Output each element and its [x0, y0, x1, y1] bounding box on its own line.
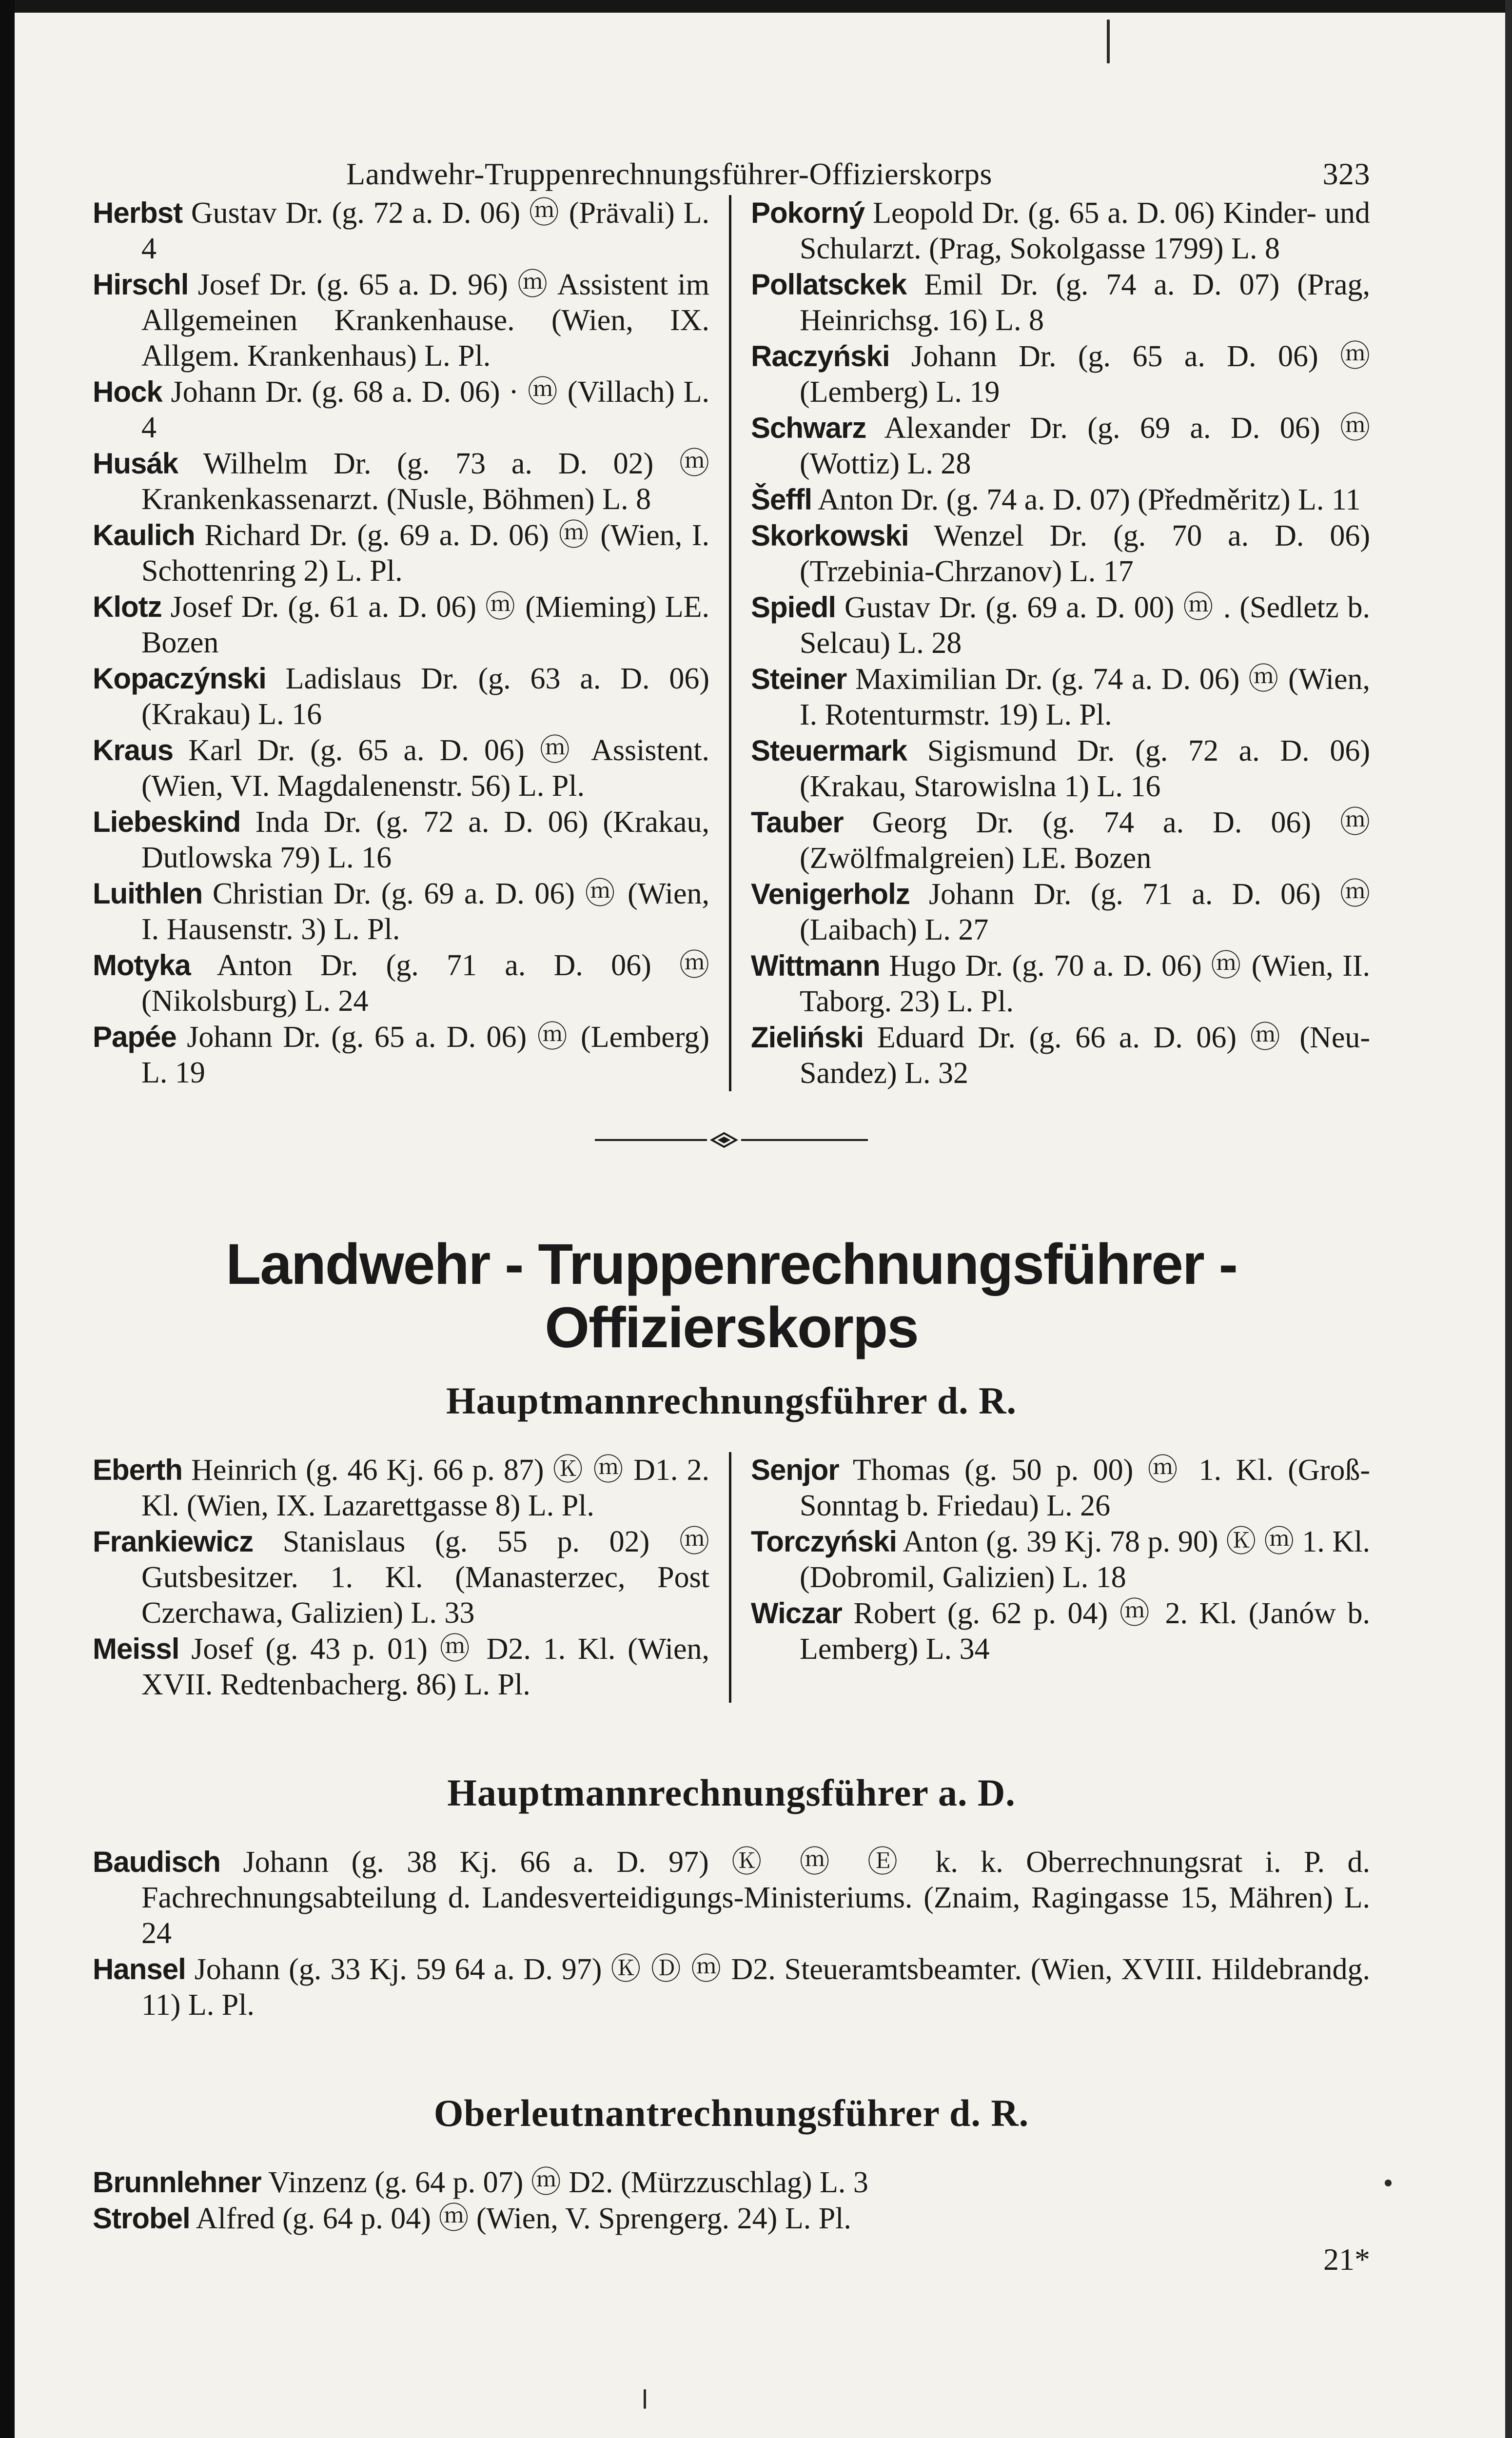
entry-surname: Zieliński	[751, 1021, 864, 1054]
main-title: Landwehr - Truppenrechnungsführer - Offizierskorps	[226, 1232, 1237, 1360]
heading-retired: Hauptmannrechnungsführer a. D.	[447, 1771, 1016, 1814]
entry-details: Josef Dr. (g. 65 a. D. 96) ⓜ Assistent im Allgemeinen Krankenhause. (Wien, IX. Allgem. Krankenhaus) L. Pl.	[141, 268, 710, 373]
entry-surname: Steiner	[751, 663, 847, 695]
lieutenant-section	[93, 2164, 1370, 2237]
entry-surname: Strobel	[93, 2202, 190, 2235]
directory-entry	[751, 338, 1370, 410]
directory-entry	[93, 1951, 1370, 2023]
directory-entry	[751, 195, 1370, 267]
entry-surname: Hirschl	[93, 268, 189, 301]
entry-surname: Motyka	[93, 949, 191, 982]
entry-details: Johann Dr. (g. 71 a. D. 06) ⓜ (Laibach) L. 27	[800, 878, 1371, 946]
directory-entry	[93, 947, 709, 1019]
entry-details: Thomas (g. 50 p. 00) ⓜ 1. Kl. (Groß-Sonntag b. Friedau) L. 26	[800, 1454, 1370, 1522]
heading-lieutenant: Oberleutnantrechnungsführer d. R.	[433, 2092, 1029, 2134]
entry-details: Gustav Dr. (g. 69 a. D. 00) ⓜ . (Sedletz b. Selcau) L. 28	[800, 591, 1370, 660]
directory-entry	[93, 1019, 709, 1091]
directory-entry	[751, 948, 1370, 1020]
entry-surname: Kraus	[93, 734, 174, 767]
entry-details: Sigismund Dr. (g. 72 a. D. 06) (Krakau, Starowislna 1) L. 16	[800, 734, 1371, 803]
entry-details: Josef (g. 43 p. 01) ⓜ D2. 1. Kl. (Wien, XVII. Redtenbacherg. 86) L. Pl.	[141, 1632, 710, 1701]
entry-details: Richard Dr. (g. 69 a. D. 06) ⓜ (Wien, I. Schottenring 2) L. Pl.	[141, 519, 710, 588]
signature-row	[93, 2237, 1370, 2281]
entry-surname: Raczyński	[751, 340, 890, 373]
directory-entry	[93, 517, 709, 589]
entry-details: Georg Dr. (g. 74 a. D. 06) ⓜ (Zwölfmalgreien) LE. Bozen	[800, 806, 1370, 875]
scan-speck	[644, 2389, 646, 2409]
entry-surname: Wiczar	[751, 1597, 842, 1630]
entry-surname: Šeffl	[751, 483, 812, 516]
directory-entry	[751, 482, 1370, 518]
directory-entry	[751, 518, 1370, 590]
entry-details: Heinrich (g. 46 Kj. 66 p. 87) Ⓚ ⓜ D1. 2. Kl. (Wien, IX. Lazarettgasse 8) L. Pl.	[141, 1454, 710, 1522]
directory-entry	[93, 2201, 1370, 2237]
directory-entry	[93, 2164, 1370, 2201]
directory-entry	[93, 732, 709, 804]
reserve-section	[93, 1452, 1370, 1703]
directory-entry	[93, 1452, 709, 1524]
entry-details: Johann Dr. (g. 65 a. D. 06) ⓜ (Lemberg) L. 19	[141, 1021, 709, 1089]
entry-surname: Skorkowski	[751, 519, 909, 552]
entry-surname: Liebeskind	[93, 806, 241, 838]
entry-surname: Kopaczýnski	[93, 662, 266, 695]
directory-entry	[751, 1020, 1370, 1091]
top-left-column	[93, 195, 731, 1091]
directory-entry	[751, 1595, 1370, 1667]
directory-entry	[93, 876, 709, 947]
entry-surname: Husák	[93, 447, 178, 480]
entry-details: Johann (g. 38 Kj. 66 a. D. 97) Ⓚ ⓜ Ⓔ k. k. Oberrechnungsrat i. P. d. Fachrechnungsabteilung d. Landesverteidigungs-Ministeriums. (Znaim, Ragingasse 15, Mähren) L. 24	[141, 1846, 1370, 1950]
entry-details: Johann (g. 33 Kj. 59 64 a. D. 97) Ⓚ Ⓓ ⓜ D2. Steueramtsbeamter. (Wien, XVIII. Hildebrandg. 11) L. Pl.	[141, 1953, 1370, 2022]
entry-surname: Steuermark	[751, 734, 907, 767]
reserve-left-column	[93, 1452, 731, 1703]
directory-entry	[751, 590, 1370, 661]
entry-details: Gustav Dr. (g. 72 a. D. 06) ⓜ (Prävali) L. 4	[141, 197, 709, 265]
scan-speck	[1385, 2180, 1392, 2186]
entry-details: Johann Dr. (g. 65 a. D. 06) ⓜ (Lemberg) L. 19	[800, 340, 1371, 409]
entry-details: Josef Dr. (g. 61 a. D. 06) ⓜ (Mieming) LE. Bozen	[141, 590, 710, 659]
entry-surname: Torczyński	[751, 1525, 897, 1558]
heading-reserve: Hauptmannrechnungsführer d. R.	[446, 1379, 1017, 1422]
entry-surname: Senjor	[751, 1454, 839, 1486]
signature-mark: 21*	[1323, 2242, 1370, 2277]
section-ornament	[93, 1130, 1370, 1160]
directory-entry	[93, 267, 709, 374]
directory-entry	[93, 195, 709, 267]
entry-surname: Luithlen	[93, 877, 203, 910]
entry-surname: Brunnlehner	[93, 2166, 261, 2199]
entry-details: Hugo Dr. (g. 70 a. D. 06) ⓜ (Wien, II. Taborg. 23) L. Pl.	[800, 949, 1370, 1018]
entry-details: Maximilian Dr. (g. 74 a. D. 06) ⓜ (Wien, I. Rotenturmstr. 19) L. Pl.	[800, 663, 1371, 731]
directory-entry	[751, 876, 1370, 948]
entry-details: Wenzel Dr. (g. 70 a. D. 06) (Trzebinia-Chrzanov) L. 17	[800, 519, 1370, 588]
top-section	[93, 195, 1370, 1091]
entry-surname: Frankiewicz	[93, 1525, 254, 1558]
top-right-column	[731, 195, 1370, 1091]
entry-details: Johann Dr. (g. 68 a. D. 06) · ⓜ (Villach) L. 4	[141, 375, 710, 444]
directory-entry	[751, 733, 1370, 805]
entry-surname: Spiedl	[751, 591, 836, 624]
entry-details: Vinzenz (g. 64 p. 07) ⓜ D2. (Mürzzuschlag) L. 3	[268, 2166, 868, 2199]
directory-entry	[751, 661, 1370, 733]
entry-surname: Pollatsckek	[751, 268, 907, 301]
entry-details: Robert (g. 62 p. 04) ⓜ 2. Kl. (Janów b. Lemberg) L. 34	[800, 1597, 1370, 1666]
scan-edge-left	[0, 0, 15, 2438]
entry-surname: Herbst	[93, 197, 183, 229]
page-number: 323	[1322, 157, 1370, 191]
entry-details: Anton (g. 39 Kj. 78 p. 90) Ⓚ ⓜ 1. Kl. (Dobromil, Galizien) L. 18	[800, 1525, 1370, 1594]
ornament-rule-icon	[595, 1130, 868, 1150]
entry-surname: Hansel	[93, 1953, 186, 1986]
entry-details: Emil Dr. (g. 74 a. D. 07) (Prag, Heinrichsg. 16) L. 8	[800, 268, 1370, 337]
entry-details: Anton Dr. (g. 71 a. D. 06) ⓜ (Nikolsburg) L. 24	[141, 949, 709, 1018]
entry-surname: Pokorný	[751, 197, 865, 229]
page-content	[93, 141, 1370, 2281]
entry-surname: Meissl	[93, 1632, 179, 1665]
directory-entry	[751, 267, 1370, 338]
directory-entry	[93, 374, 709, 446]
entry-surname: Wittmann	[751, 949, 880, 982]
entry-details: Alfred (g. 64 p. 04) ⓜ (Wien, V. Sprengerg. 24) L. Pl.	[196, 2202, 851, 2235]
directory-entry	[751, 805, 1370, 876]
entry-surname: Kaulich	[93, 519, 195, 551]
entry-details: Alexander Dr. (g. 69 a. D. 06) ⓜ (Wottiz) L. 28	[800, 412, 1370, 480]
entry-details: Karl Dr. (g. 65 a. D. 06) ⓜ Assistent. (Wien, VI. Magdalenenstr. 56) L. Pl.	[141, 734, 709, 803]
entry-details: Leopold Dr. (g. 65 a. D. 06) Kinder- und Schularzt. (Prag, Sokolgasse 1799) L. 8	[800, 197, 1371, 265]
scan-edge-right	[1505, 0, 1512, 2438]
directory-entry	[93, 804, 709, 876]
running-head	[93, 141, 1370, 195]
running-head-title: Landwehr-Truppenrechnungsführer-Offizierskorps	[346, 157, 992, 191]
entry-surname: Papée	[93, 1021, 177, 1053]
entry-details: Ladislaus Dr. (g. 63 a. D. 06) (Krakau) L. 16	[141, 662, 710, 731]
directory-entry	[93, 1631, 709, 1703]
reserve-right-column	[731, 1452, 1370, 1703]
directory-entry	[751, 1452, 1370, 1524]
entry-details: Wilhelm Dr. (g. 73 a. D. 02) ⓜ Krankenkassenarzt. (Nusle, Böhmen) L. 8	[141, 447, 709, 516]
directory-entry	[93, 1524, 709, 1631]
retired-section	[93, 1844, 1370, 2023]
directory-entry	[93, 589, 709, 661]
entry-details: Eduard Dr. (g. 66 a. D. 06) ⓜ (Neu-Sandez) L. 32	[800, 1021, 1370, 1090]
entry-surname: Tauber	[751, 806, 844, 839]
entry-surname: Klotz	[93, 590, 162, 623]
entry-surname: Baudisch	[93, 1846, 221, 1878]
entry-details: Inda Dr. (g. 72 a. D. 06) (Krakau, Dutlowska 79) L. 16	[141, 806, 709, 874]
directory-entry	[751, 1524, 1370, 1595]
entry-surname: Schwarz	[751, 412, 866, 444]
entry-surname: Venigerholz	[751, 878, 910, 910]
scan-edge-top	[0, 0, 1512, 13]
directory-entry	[93, 661, 709, 732]
scan-speck	[1107, 20, 1110, 63]
entry-surname: Hock	[93, 375, 162, 408]
entry-details: Christian Dr. (g. 69 a. D. 06) ⓜ (Wien, I. Hausenstr. 3) L. Pl.	[141, 877, 710, 946]
directory-entry	[93, 1844, 1370, 1951]
entry-details: Stanislaus (g. 55 p. 02) ⓜ Gutsbesitzer. 1. Kl. (Manasterzec, Post Czerchawa, Galizien) L. 33	[141, 1525, 709, 1630]
entry-surname: Eberth	[93, 1454, 183, 1486]
entry-details: Anton Dr. (g. 74 a. D. 07) (Předměritz) L. 11	[818, 483, 1361, 516]
directory-entry	[751, 410, 1370, 482]
directory-entry	[93, 446, 709, 517]
